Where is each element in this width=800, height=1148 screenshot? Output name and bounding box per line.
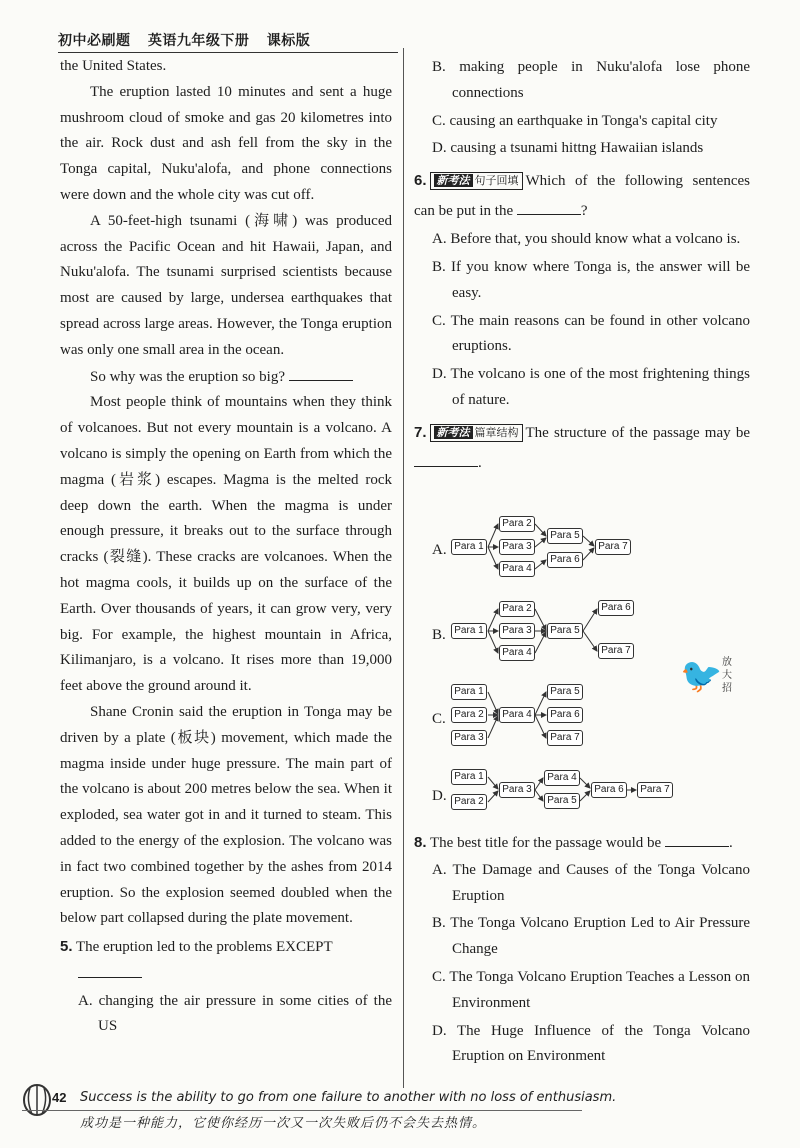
para-box: Para 5: [547, 528, 583, 544]
para-box: Para 7: [598, 643, 634, 659]
option-c[interactable]: C. The main reasons can be found in other volcano eruptions.: [432, 312, 750, 355]
para-box: Para 5: [547, 623, 583, 639]
stem-end: ?: [580, 203, 588, 220]
option-c[interactable]: C. causing an earthquake in Tonga's capital city: [432, 112, 718, 129]
diagram-label-c[interactable]: C.: [432, 711, 446, 727]
stem-end: .: [728, 835, 733, 851]
para-box: Para 6: [598, 600, 634, 616]
question-sentence: So why was the eruption so big?: [90, 368, 285, 385]
para-box: Para 6: [547, 707, 583, 723]
para-box: Para 4: [499, 707, 535, 723]
mascot-icon: 🐦: [680, 658, 723, 695]
edition-label: 课标版: [266, 33, 311, 49]
badge-label: 篇章结构: [474, 425, 519, 439]
question-stem: Which of the following sentences can be put in the: [414, 173, 750, 220]
para-box: Para 2: [499, 601, 535, 617]
stem-end: .: [478, 454, 482, 471]
diagram-label-b[interactable]: B.: [432, 627, 446, 643]
badge-new: 新考法: [434, 426, 473, 439]
footer-rule: [22, 1110, 582, 1111]
para-box: Para 7: [547, 730, 583, 746]
para-box: Para 6: [591, 782, 627, 798]
paragraph: A 50-feet-high tsunami (海啸) was produced across the Pacific Ocean and hit Hawaii, Japan, and Nuku'alofa. The tsunami surprised scientists because most are caused by large, undersea earthquakes that spread across large areas. However, the Tonga eruption was only one small area in the ocean.: [60, 212, 392, 358]
para-box: Para 2: [499, 516, 535, 532]
paragraph: Most people think of mountains when they think of volcanoes. But not every mountain is a volcano. A volcano is simply the opening on Earth from which the magma (岩浆) escapes. Magma is the melted rock deep down the earth. When the magma is under enough pressure, it breaks out to the surface through cracks (裂缝). These cracks are volcanoes. When the hot magma cools, it builds up on the surface of the Earth. Over thousands of years, it can grow very, very big. For example, the highest mountain in Africa, Kilimanjaro, is a volcano. It rises more than 19,000 feet above the ground around it.: [60, 394, 392, 695]
para-box: Para 3: [499, 623, 535, 639]
paragraph: the United States.: [60, 58, 167, 74]
para-box: Para 4: [499, 561, 535, 577]
footer-quote: Success is the ability to go from one failure to another with no loss of enthusiasm.: [80, 1090, 617, 1105]
para-box: Para 3: [451, 730, 487, 746]
page-number: 42: [52, 1090, 67, 1105]
para-box: Para 1: [451, 539, 487, 555]
option-d[interactable]: D. The volcano is one of the most frightening things of nature.: [432, 366, 750, 408]
question-number: 7.: [414, 423, 427, 441]
option-a[interactable]: A. Before that, you should know what a volcano is.: [432, 231, 741, 248]
para-box: Para 2: [451, 707, 487, 723]
mascot-label: 放大招: [722, 657, 732, 694]
option-b[interactable]: B. If you know where Tonga is, the answer will be easy.: [432, 258, 750, 301]
answer-blank[interactable]: [665, 830, 729, 847]
question-number: 6.: [414, 172, 427, 190]
para-box: Para 3: [499, 782, 535, 798]
paragraph: The eruption lasted 10 minutes and sent a huge mushroom cloud of smoke and gas 20 kilometres into the air. Rock dust and ash fell from the sky in the Tonga capital, Nuku'alofa, and phone connections were down and the whole city was cut off.: [60, 83, 392, 203]
diagram-label-a[interactable]: A.: [432, 542, 447, 558]
footer-quote-chinese: 成功是一种能力，它使你经历一次又一次失败后仍不会失去热情。: [80, 1116, 487, 1131]
question-number: 8.: [414, 834, 427, 851]
para-box: Para 6: [547, 552, 583, 568]
option-a[interactable]: A. The Damage and Causes of the Tonga Volcano Eruption: [432, 861, 750, 904]
page-footer: [0, 1084, 800, 1148]
question-8-block: [414, 830, 750, 1072]
option-d[interactable]: D. The Huge Influence of the Tonga Volcano Eruption on Environment: [432, 1022, 750, 1065]
paragraph: Shane Cronin said the eruption in Tonga may be driven by a plate (板块) movement, which made the magma inside under huge pressure. The main part of the volcano is about 200 metres below the sea. When it exploded, sea water got in and it turned to steam. This added to the energy of the explosion. The volcano was in fact two combined together by the ashes from 2014 eruption. So the explosion seemed doubled when the below part collapsed during the plate movement.: [60, 703, 392, 927]
para-box: Para 1: [451, 769, 487, 785]
para-box: Para 5: [544, 793, 580, 809]
badge-new: 新考法: [434, 174, 473, 187]
para-box: Para 7: [637, 782, 673, 798]
question-stem: The structure of the passage may be: [525, 424, 750, 441]
subject-title: 英语九年级下册: [147, 33, 250, 49]
question-stem: The best title for the passage would be: [430, 835, 662, 851]
option-a[interactable]: A. changing the air pressure in some cities of the US: [78, 992, 392, 1035]
balloon-icon: [20, 1084, 54, 1124]
option-c[interactable]: C. The Tonga Volcano Eruption Teaches a Lesson on Environment: [432, 968, 750, 1011]
option-b[interactable]: B. making people in Nuku'alofa lose phone connections: [432, 59, 750, 101]
diagram-label-d[interactable]: D.: [432, 788, 447, 804]
para-box: Para 4: [499, 645, 535, 661]
question-stem: The eruption led to the problems EXCEPT: [76, 939, 333, 956]
series-title: 初中必刷题: [58, 33, 131, 49]
para-box: Para 7: [595, 539, 631, 555]
badge-label: 句子回填: [474, 174, 519, 188]
option-b[interactable]: B. The Tonga Volcano Eruption Led to Air Pressure Change: [432, 915, 750, 958]
para-box: Para 1: [451, 684, 487, 700]
para-box: Para 4: [544, 770, 580, 786]
para-box: Para 3: [499, 539, 535, 555]
para-box: Para 2: [451, 794, 487, 810]
question-number: 5.: [60, 938, 73, 956]
para-box: Para 1: [451, 623, 487, 639]
para-box: Para 5: [547, 684, 583, 700]
question-8: [414, 830, 750, 857]
option-d[interactable]: D. causing a tsunami hittng Hawaiian islands: [432, 140, 704, 157]
